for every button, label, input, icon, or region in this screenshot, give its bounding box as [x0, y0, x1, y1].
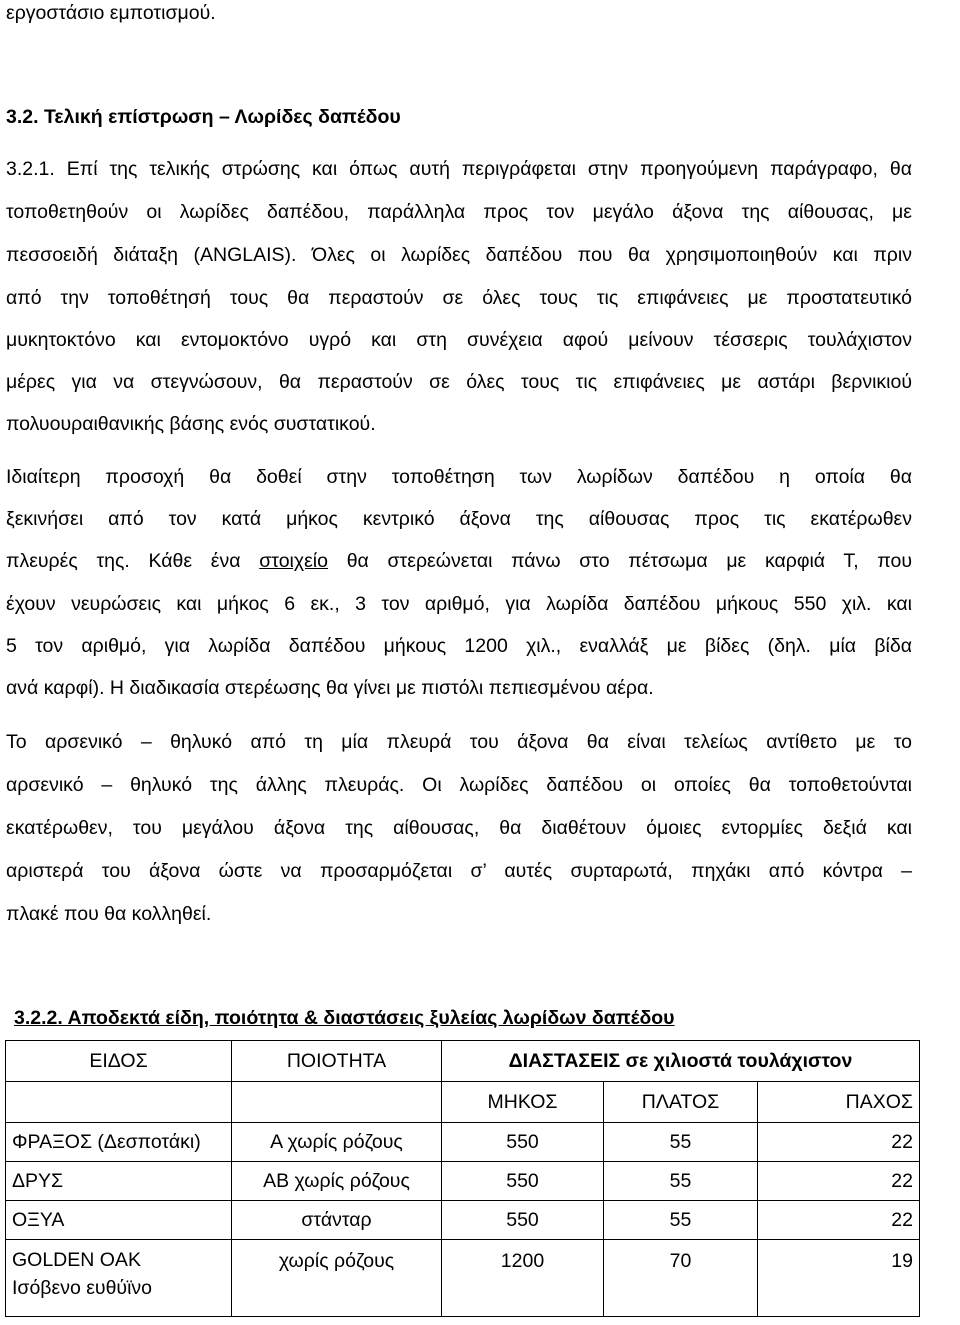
cell-width: 55 — [604, 1201, 758, 1240]
cell-thickness: 19 — [758, 1240, 920, 1317]
cell-kind: ΟΞΥΑ — [6, 1201, 232, 1240]
para3-line: αρσενικό – θηλυκό της άλλης πλευράς. Οι λωρίδες δαπέδου οι οποίες θα τοποθετούνται — [6, 774, 912, 796]
cell-width: 70 — [604, 1240, 758, 1317]
section-heading: 3.2. Τελική επίστρωση – Λωρίδες δαπέδου — [6, 106, 401, 128]
cell-length: 550 — [442, 1201, 604, 1240]
header-width: ΠΛΑΤΟΣ — [604, 1082, 758, 1123]
cell-kind: ΦΡΑΞΟΣ (Δεσποτάκι) — [6, 1123, 232, 1162]
wood-specs-table — [5, 1040, 920, 1317]
stoixeio-link[interactable]: στοιχείο — [259, 550, 328, 572]
para2-line — [6, 550, 912, 573]
empty-cell — [6, 1082, 232, 1123]
table-subheader-row — [6, 1082, 920, 1123]
cell-quality: στάνταρ — [232, 1201, 442, 1240]
para1-line: πεσσοειδή διάταξη (ANGLAIS). Όλες οι λωρίδες δαπέδου που θα χρησιμοποιηθούν και πριν — [6, 244, 912, 266]
cell-thickness: 22 — [758, 1123, 920, 1162]
cell-kind — [6, 1240, 232, 1317]
para2-line: ανά καρφί). Η διαδικασία στερέωσης θα γίνει με πιστόλι πεπιεσμένου αέρα. — [6, 677, 654, 699]
para3-line: αριστερά του άξονα ώστε να προσαρμόζεται σ’ αυτές συρταρωτά, πηχάκι από κόντρα – — [6, 860, 912, 882]
table-row — [6, 1162, 920, 1201]
cell-kind: ΔΡΥΣ — [6, 1162, 232, 1201]
header-quality: ΠΟΙΟΤΗΤΑ — [232, 1041, 442, 1082]
table-row — [6, 1201, 920, 1240]
cell-quality: ΑΒ χωρίς ρόζους — [232, 1162, 442, 1201]
para1-line: από την τοποθέτησή τους θα περαστούν σε όλες τους τις επιφάνειες με προστατευτικό — [6, 287, 912, 309]
cell-quality: Α χωρίς ρόζους — [232, 1123, 442, 1162]
para3-line: πλακέ που θα κολληθεί. — [6, 903, 212, 925]
subsection-heading: 3.2.2. Αποδεκτά είδη, ποιότητα & διαστάσεις ξυλείας λωρίδων δαπέδου — [14, 1007, 675, 1029]
cell-kind-line: Ισόβενο ευθύϊνο — [12, 1277, 153, 1299]
para2-line: 5 τον αριθμό, για λωρίδα δαπέδου μήκους 1200 χιλ., εναλλάξ με βίδες (δηλ. μία βίδα — [6, 635, 912, 657]
para2-line: ξεκινήσει από τον κατά μήκος κεντρικό άξονα της αίθουσας προς τις εκατέρωθεν — [6, 508, 912, 530]
header-length: ΜΗΚΟΣ — [442, 1082, 604, 1123]
para1-line: τοποθετηθούν οι λωρίδες δαπέδου, παράλληλα προς τον μεγάλο άξονα της αίθουσας, με — [6, 201, 912, 223]
para1-line: μέρες για να στεγνώσουν, θα περαστούν σε όλες τους τις επιφάνειες με αστάρι βερνικιού — [6, 371, 912, 393]
cell-thickness: 22 — [758, 1162, 920, 1201]
cell-width: 55 — [604, 1162, 758, 1201]
para2-text: πλευρές της. Κάθε ένα — [6, 550, 260, 572]
para2-line: έχουν νευρώσεις και μήκος 6 εκ., 3 τον αριθμό, για λωρίδα δαπέδου μήκους 550 χιλ. και — [6, 593, 912, 615]
para2-text: θα στερεώνεται πάνω στο πέτσωμα με καρφιά Τ, που — [327, 550, 913, 572]
empty-cell — [232, 1082, 442, 1123]
cell-length: 1200 — [442, 1240, 604, 1317]
cell-kind-line: GOLDEN OAK — [12, 1249, 141, 1271]
cell-length: 550 — [442, 1162, 604, 1201]
table-row — [6, 1123, 920, 1162]
table-header-row — [6, 1041, 920, 1082]
cell-quality: χωρίς ρόζους — [232, 1240, 442, 1317]
para2-line: Ιδιαίτερη προσοχή θα δοθεί στην τοποθέτηση των λωρίδων δαπέδου η οποία θα — [6, 466, 912, 488]
cell-length: 550 — [442, 1123, 604, 1162]
para3-line: εκατέρωθεν, του μεγάλου άξονα της αίθουσας, θα διαθέτουν όμοιες εντορμίες δεξιά και — [6, 817, 912, 839]
cell-thickness: 22 — [758, 1201, 920, 1240]
table-row — [6, 1240, 920, 1317]
intro-line: εργοστάσιο εμποτισμού. — [6, 2, 216, 24]
header-thickness: ΠΑΧΟΣ — [758, 1082, 920, 1123]
cell-width: 55 — [604, 1123, 758, 1162]
header-kind: ΕΙΔΟΣ — [6, 1041, 232, 1082]
para1-line: μυκητοκτόνο και εντομοκτόνο υγρό και στη συνέχεια αφού μείνουν τέσσερις τουλάχιστον — [6, 329, 912, 351]
para3-line: Το αρσενικό – θηλυκό από τη μία πλευρά του άξονα θα είναι τελείως αντίθετο με το — [6, 731, 912, 753]
header-dims: ΔΙΑΣΤΑΣΕΙΣ σε χιλιοστά τουλάχιστον — [442, 1041, 920, 1082]
para1-line: 3.2.1. Επί της τελικής στρώσης και όπως αυτή περιγράφεται στην προηγούμενη παράγραφο, θα — [6, 158, 912, 180]
para1-line: πολυουραιθανικής βάσης ενός συστατικού. — [6, 413, 376, 435]
